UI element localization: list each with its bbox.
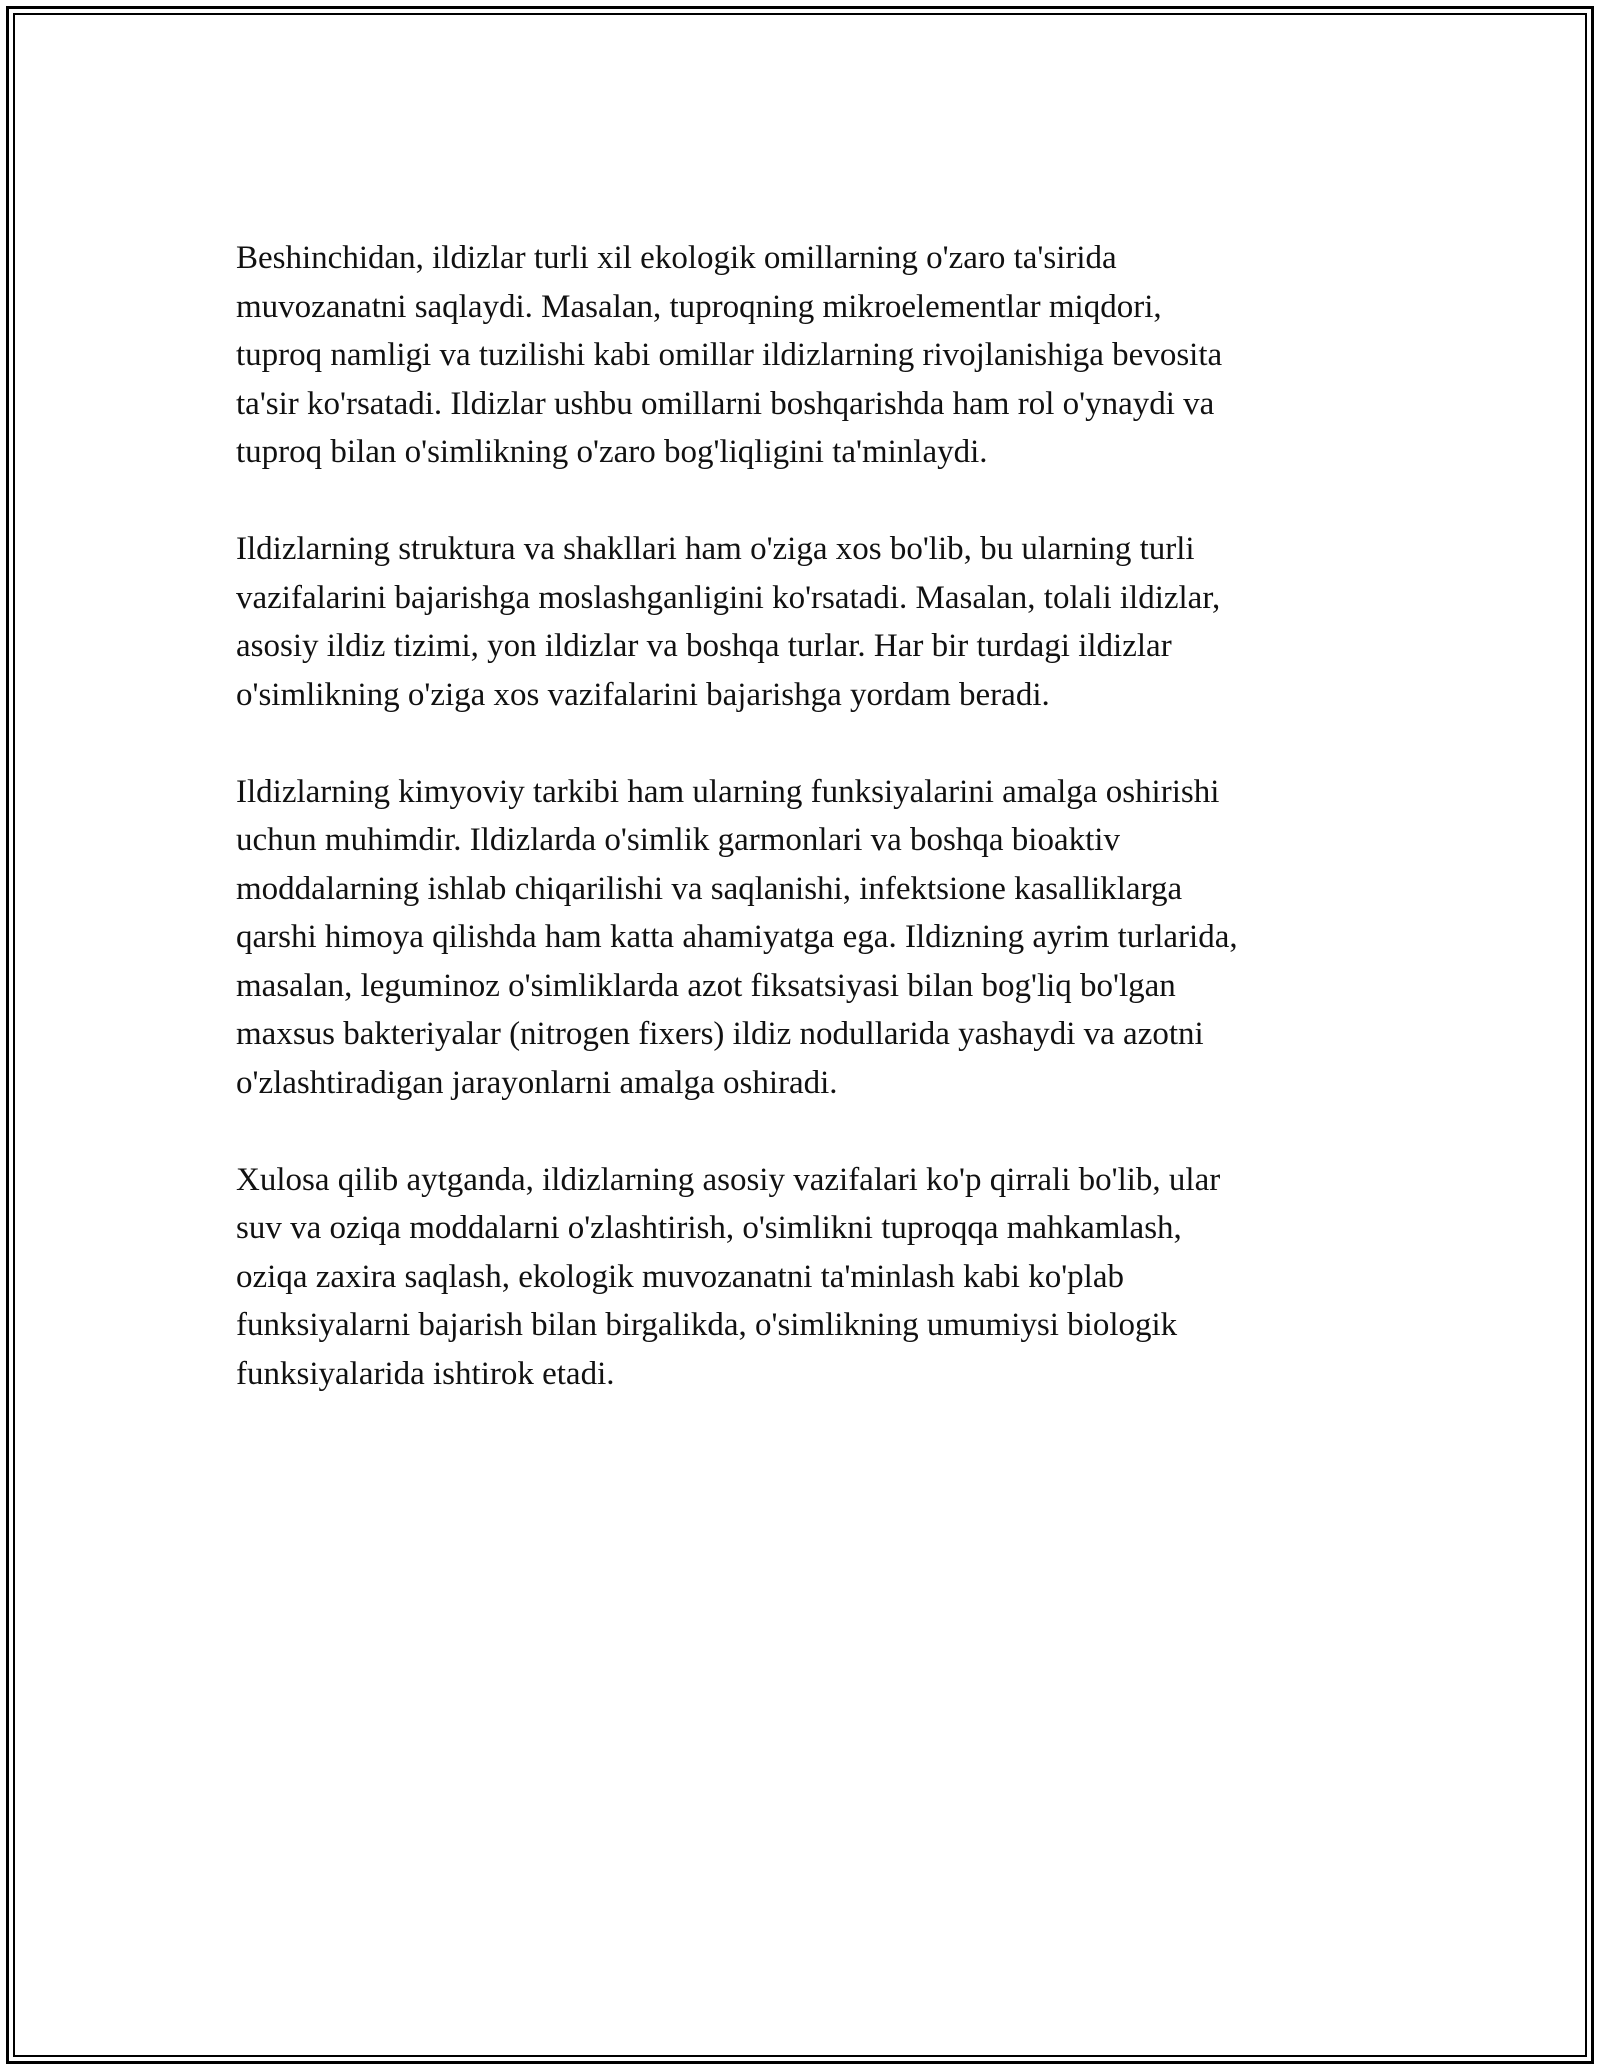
paragraph-chemical-composition: Ildizlarning kimyoviy tarkibi ham ularning funksiyalarini amalga oshirishi uchun muhimdir. Ildizlarda o'simlik garmonlari va boshqa bioaktiv moddalarning ishlab chiqarilishi va saqlanishi, infektsione kasalliklarga qarshi himoya qilishda ham katta ahamiyatga ega. Ildizning ayrim turlarida, masalan, leguminoz o'simliklarda azot fiksatsiyasi bilan bog'liq bo'lgan maxsus bakteriyalar (nitrogen fixers) ildiz nodullarida yashaydi va azotni o'zlashtiradigan jarayonlarni amalga oshiradi. [236,773,1238,1101]
paragraph-root-structure: Ildizlarning struktura va shakllari ham o'ziga xos bo'lib, bu ularning turli vazifalarini bajarishga moslashganligini ko'rsatadi. Masalan, tolali ildizlar, asosiy ildiz tizimi, yon ildizlar va boshqa turlar. Har bir turdagi ildizlar o'simlikning o'ziga xos vazifalarini bajarishga yordam beradi. [236,531,1221,713]
paragraph-ecological-balance: Beshinchidan, ildizlar turli xil ekologik omillarning o'zaro ta'sirida muvozanatni saqlaydi. Masalan, tuproqning mikroelementlar miqdori, tuproq namligi va tuzilishi kabi omillar ildizlarning rivojlanishiga bevosita ta'sir ko'rsatadi. Ildizlar ushbu omillarni boshqarishda ham rol o'ynaydi va tuproq bilan o'simlikning o'zaro bog'liqligini ta'minlaydi. [236,240,1223,470]
document-body [236,234,1366,1447]
paragraph-conclusion: Xulosa qilib aytganda, ildizlarning asosiy vazifalari ko'p qirrali bo'lib, ular suv va oziqa moddalarni o'zlashtirish, o'simlikni tuproqqa mahkamlash, oziqa zaxira saqlash, ekologik muvozanatni ta'minlash kabi ko'plab funksiyalarni bajarish bilan birgalikda, o'simlikning umumiysi biologik funksiyalarida ishtirok etadi. [236,1161,1221,1392]
